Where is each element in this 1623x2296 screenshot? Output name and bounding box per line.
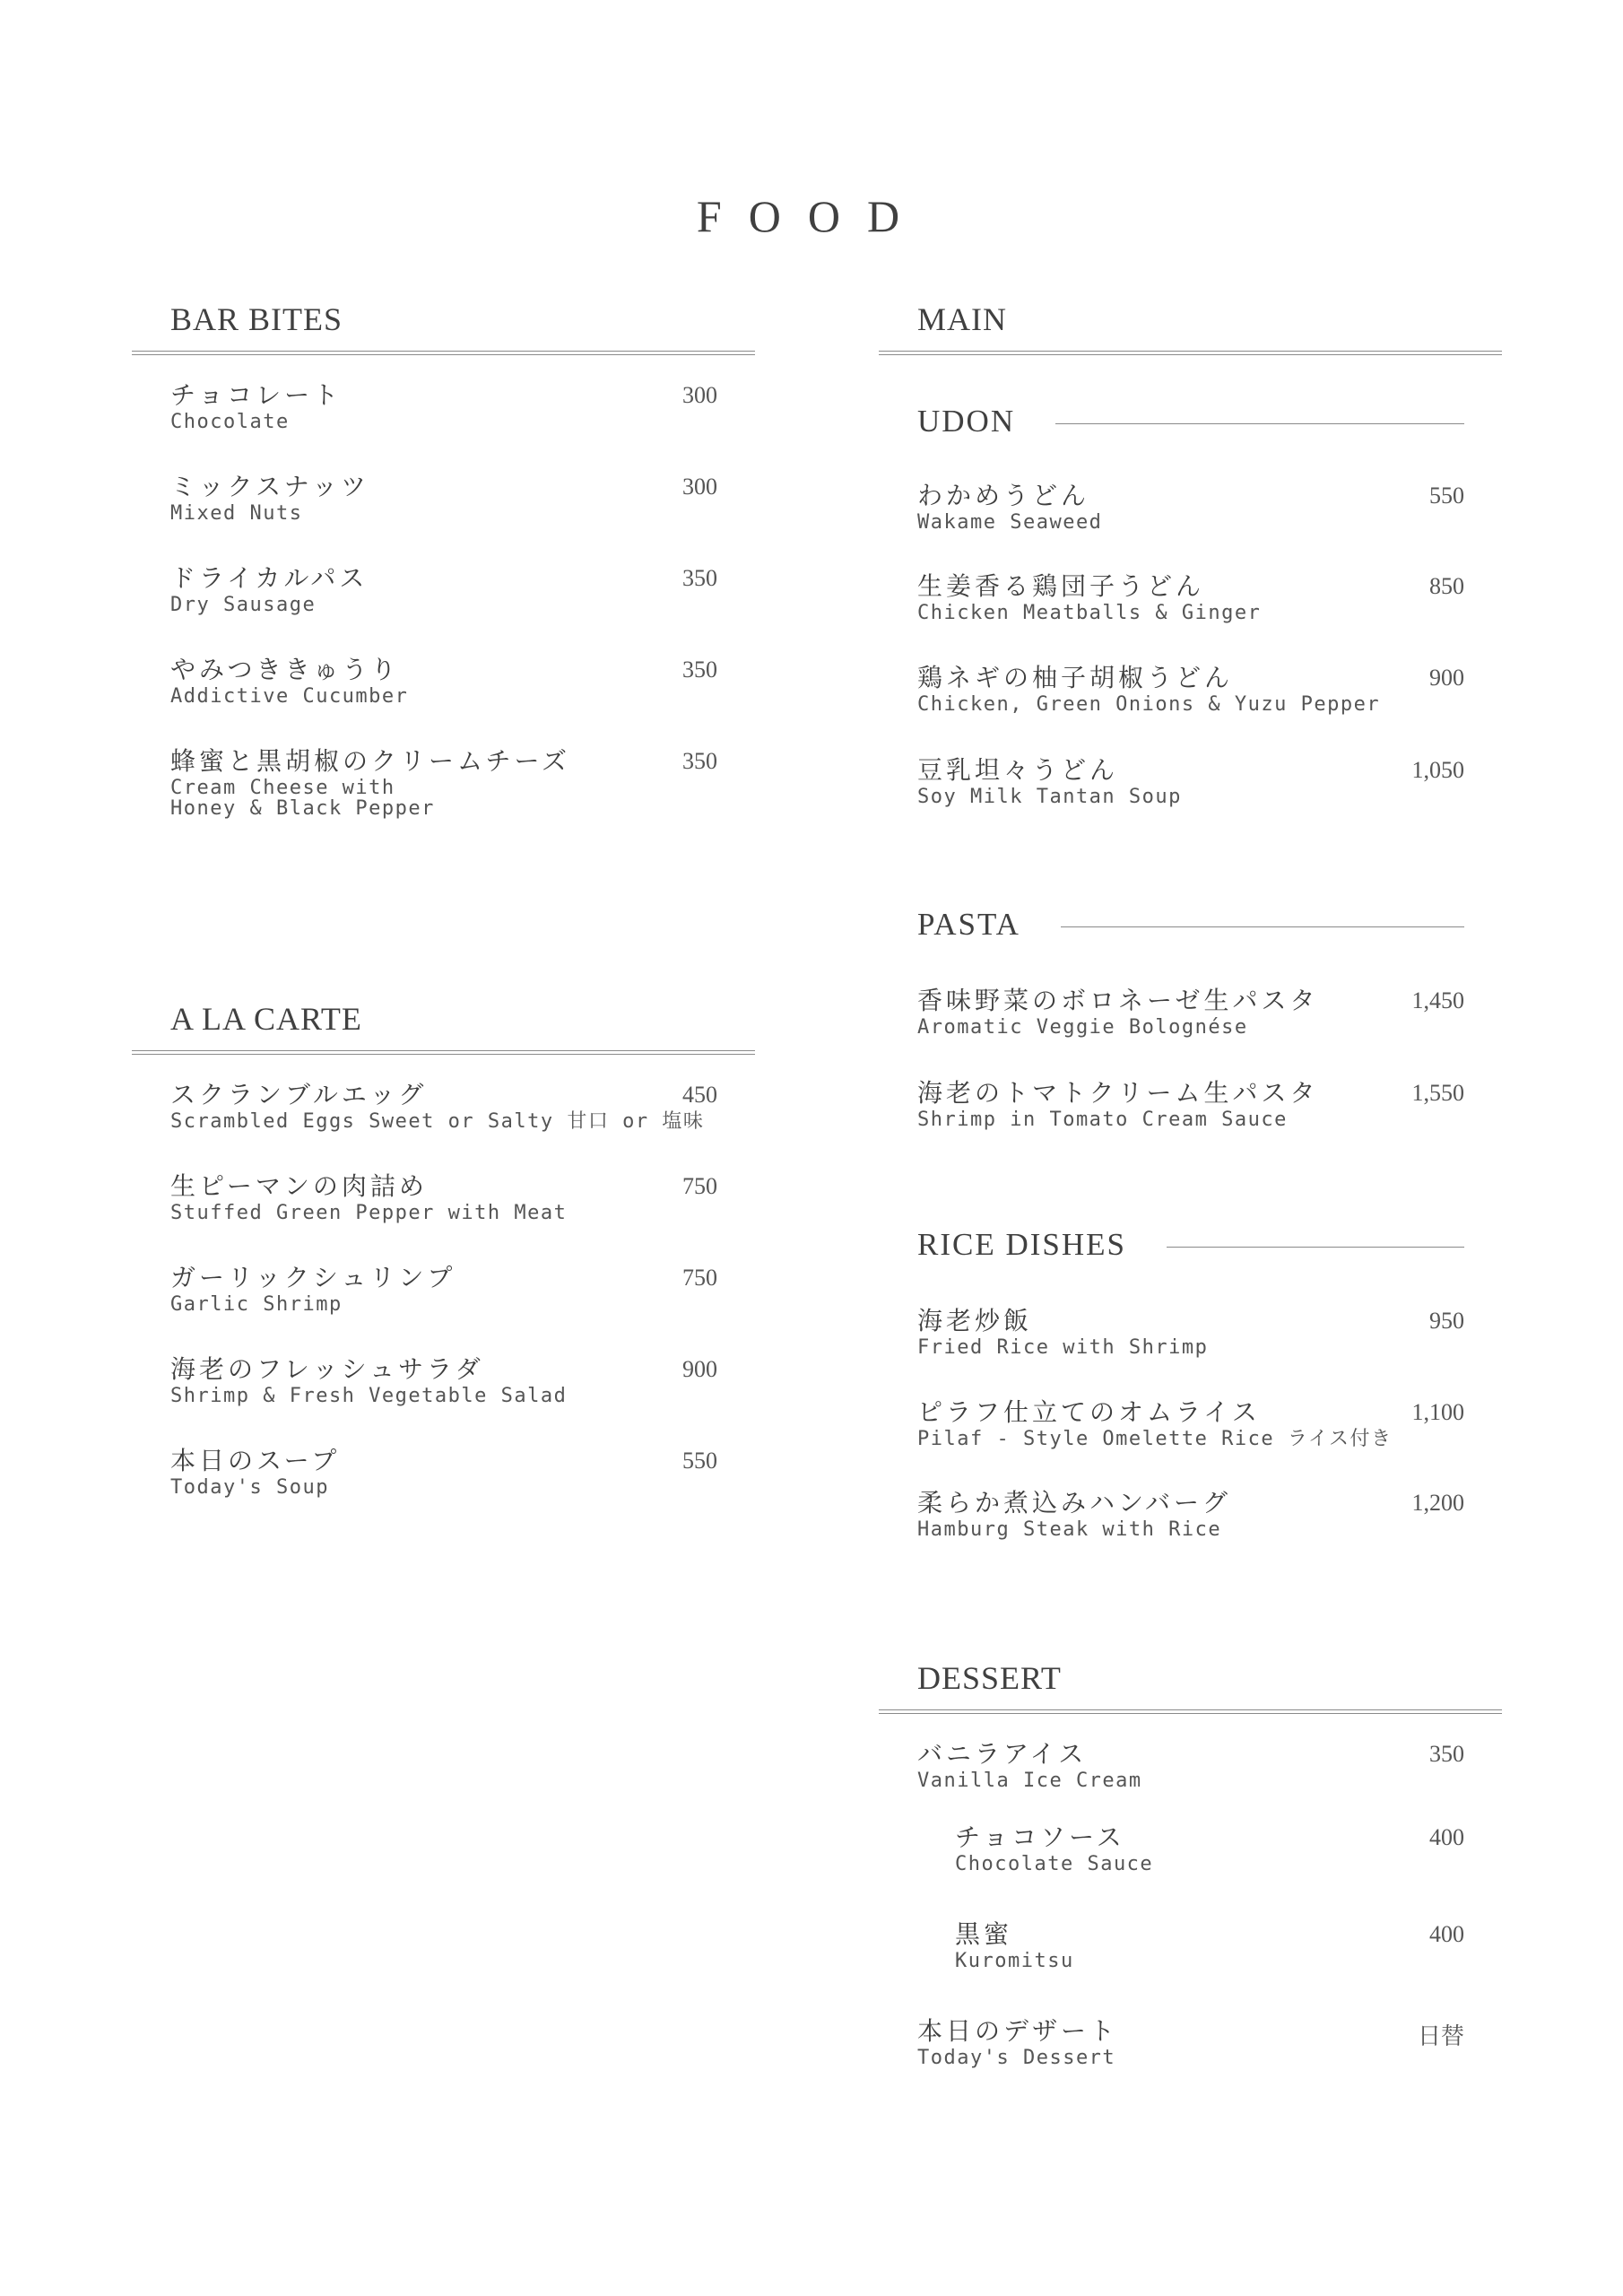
menu-item xyxy=(917,1305,1464,1358)
item-price: 550 xyxy=(1429,483,1464,509)
item-name-en: Cream Cheese with Honey & Black Pepper xyxy=(170,777,435,820)
item-price: 1,100 xyxy=(1411,1399,1464,1425)
item-price: 350 xyxy=(1429,1741,1464,1767)
item-name-en: Scrambled Eggs Sweet or Salty 甘口 or 塩味 xyxy=(170,1110,705,1133)
section-title-a-la-carte: A LA CARTE xyxy=(170,1001,362,1037)
item-name-ja: 香味野菜のボロネーゼ生パスタ xyxy=(917,986,1319,1015)
item-name-en: Stuffed Green Pepper with Meat xyxy=(170,1202,568,1224)
item-name-en: Fried Rice with Shrimp xyxy=(917,1336,1209,1359)
item-name-ja: ミックスナッツ xyxy=(170,472,370,501)
bar-bites-section-header xyxy=(132,300,755,355)
section-title-main: MAIN xyxy=(917,301,1007,337)
item-price: 300 xyxy=(682,382,717,408)
section-divider xyxy=(132,1050,755,1055)
item-price: 日替 xyxy=(1417,2023,1464,2049)
item-price: 350 xyxy=(682,565,717,591)
item-price: 1,050 xyxy=(1411,757,1464,783)
item-name-ja: ピラフ仕立てのオムライス xyxy=(917,1397,1261,1427)
section-divider xyxy=(132,351,755,355)
item-name-ja: 豆乳坦々うどん xyxy=(917,755,1119,785)
item-name-ja: 黒蜜 xyxy=(955,1919,1013,1949)
item-name-ja: ガーリックシュリンプ xyxy=(170,1263,456,1292)
item-name-ja: 柔らか煮込みハンバーグ xyxy=(917,1488,1232,1518)
item-name-en: Garlic Shrimp xyxy=(170,1293,343,1316)
section-title-bar-bites: BAR BITES xyxy=(170,301,343,337)
main-section-header xyxy=(879,300,1502,355)
item-name-ja: 鶏ネギの柚子胡椒うどん xyxy=(917,663,1234,692)
item-price: 1,550 xyxy=(1411,1080,1464,1106)
item-price: 400 xyxy=(1429,1921,1464,1947)
item-name-ja: チョコレート xyxy=(170,380,343,410)
menu-item xyxy=(170,654,717,707)
item-name-ja: バニラアイス xyxy=(917,1739,1088,1769)
item-name-ja: 海老炒飯 xyxy=(917,1306,1033,1335)
menu-item xyxy=(917,985,1464,1038)
item-name-ja: チョコソース xyxy=(955,1822,1125,1852)
menu-item xyxy=(170,1262,717,1315)
item-price: 450 xyxy=(682,1082,717,1108)
item-price: 300 xyxy=(682,474,717,500)
item-name-en: Wakame Seaweed xyxy=(917,511,1103,534)
item-name-ja: やみつききゅうり xyxy=(170,655,400,684)
item-name-en: Chocolate Sauce xyxy=(955,1853,1154,1875)
item-name-en: Pilaf - Style Omelette Rice ライス付き xyxy=(917,1428,1393,1450)
item-name-ja: わかめうどん xyxy=(917,481,1090,510)
rice-subsection-header xyxy=(917,1227,1464,1263)
menu-item xyxy=(170,471,717,524)
item-price: 950 xyxy=(1429,1308,1464,1334)
pasta-subsection-header xyxy=(917,907,1464,943)
section-divider xyxy=(879,351,1502,355)
item-price: 900 xyxy=(1429,665,1464,691)
item-price: 550 xyxy=(682,1448,717,1474)
item-price: 1,200 xyxy=(1411,1490,1464,1516)
menu-item xyxy=(170,1170,717,1223)
menu-item xyxy=(170,562,717,615)
item-name-en: Aromatic Veggie Bolognése xyxy=(917,1016,1248,1039)
item-name-en: Today's Dessert xyxy=(917,2047,1116,2069)
subsection-title-rice-dishes: RICE DISHES xyxy=(917,1227,1126,1262)
item-price: 850 xyxy=(1429,573,1464,599)
subsection-title-udon: UDON xyxy=(917,404,1016,439)
menu-item xyxy=(917,1738,1464,1791)
item-name-en: Hamburg Steak with Rice xyxy=(917,1518,1222,1541)
item-name-ja: 本日のデザート xyxy=(917,2016,1119,2046)
dessert-section-header xyxy=(879,1659,1502,1714)
item-name-en: Kuromitsu xyxy=(955,1950,1074,1972)
udon-subsection-header xyxy=(917,404,1464,439)
menu-item xyxy=(170,1079,717,1132)
item-name-en: Chocolate xyxy=(170,411,290,433)
menu-item xyxy=(917,1487,1464,1540)
item-name-ja: スクランブルエッグ xyxy=(170,1080,428,1109)
menu-item xyxy=(917,662,1464,715)
page-title: FOOD xyxy=(696,191,927,241)
menu-item xyxy=(917,2015,1464,2068)
item-price: 400 xyxy=(1429,1824,1464,1850)
section-divider xyxy=(879,1709,1502,1714)
item-name-ja: 海老のフレッシュサラダ xyxy=(170,1354,484,1384)
item-name-en: Soy Milk Tantan Soup xyxy=(917,786,1182,808)
item-name-ja: 本日のスープ xyxy=(170,1446,341,1475)
a-la-carte-section-header xyxy=(132,1000,755,1055)
menu-item xyxy=(917,570,1464,623)
subsection-divider xyxy=(1167,1247,1464,1248)
menu-item xyxy=(917,480,1464,533)
item-name-ja: 海老のトマトクリーム生パスタ xyxy=(917,1078,1319,1108)
item-name-en: Chicken, Green Onions & Yuzu Pepper xyxy=(917,693,1381,716)
section-title-dessert: DESSERT xyxy=(917,1660,1062,1696)
menu-item xyxy=(917,1396,1464,1449)
menu-item xyxy=(170,1445,717,1498)
menu-item-topping xyxy=(955,1822,1464,1874)
menu-item xyxy=(170,379,717,432)
item-price: 350 xyxy=(682,748,717,774)
menu-item xyxy=(170,1353,717,1406)
subsection-title-pasta: PASTA xyxy=(917,907,1020,942)
item-name-en: Addictive Cucumber xyxy=(170,685,409,708)
item-name-ja: 生ピーマンの肉詰め xyxy=(170,1171,428,1201)
subsection-divider xyxy=(1061,926,1464,927)
item-name-en: Today's Soup xyxy=(170,1476,329,1499)
menu-item xyxy=(170,745,717,819)
item-price: 1,450 xyxy=(1411,987,1464,1013)
item-name-ja: ドライカルパス xyxy=(170,563,369,593)
menu-item xyxy=(917,1077,1464,1130)
item-price: 350 xyxy=(682,657,717,683)
menu-item-topping xyxy=(955,1918,1464,1971)
item-name-en: Shrimp & Fresh Vegetable Salad xyxy=(170,1385,568,1407)
subsection-divider xyxy=(1055,423,1464,424)
item-price: 900 xyxy=(682,1356,717,1382)
item-name-ja: 生姜香る鶏団子うどん xyxy=(917,571,1205,601)
item-name-en: Vanilla Ice Cream xyxy=(917,1770,1142,1792)
menu-item xyxy=(917,754,1464,807)
item-name-en: Chicken Meatballs & Ginger xyxy=(917,602,1262,624)
item-price: 750 xyxy=(682,1173,717,1199)
item-name-ja: 蜂蜜と黒胡椒のクリームチーズ xyxy=(170,746,571,776)
item-name-en: Shrimp in Tomato Cream Sauce xyxy=(917,1109,1288,1131)
item-price: 750 xyxy=(682,1265,717,1291)
item-name-en: Dry Sausage xyxy=(170,594,317,616)
item-name-en: Mixed Nuts xyxy=(170,502,303,525)
